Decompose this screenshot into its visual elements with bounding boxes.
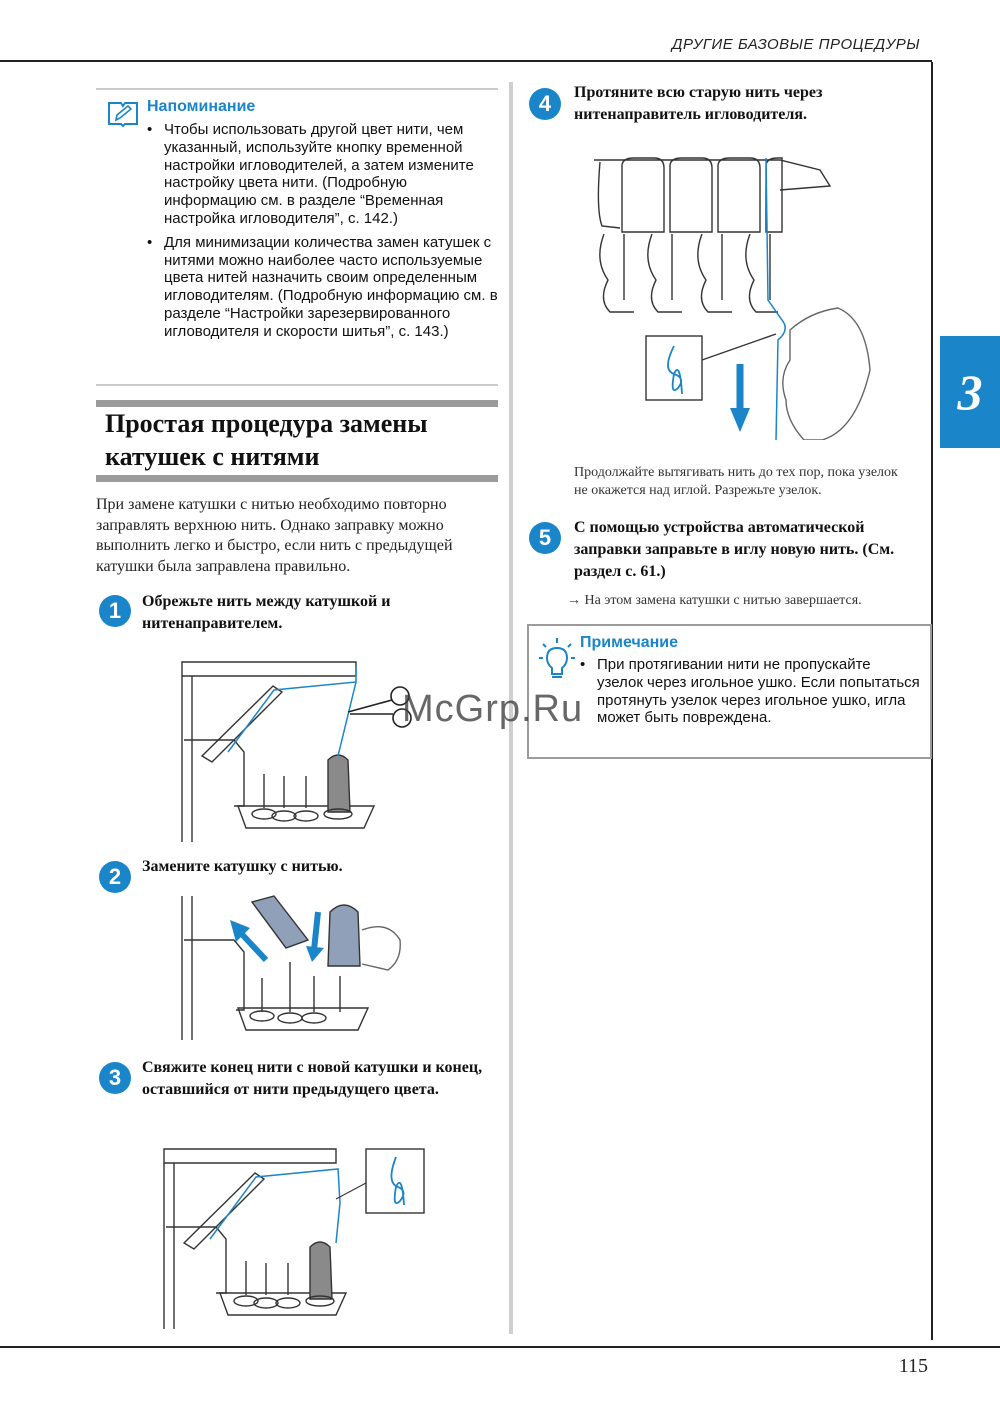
result-arrow-icon: → [567, 593, 581, 608]
note-title: Примечание [580, 634, 679, 651]
step-3-number: 3 [99, 1062, 131, 1094]
memo-item: • Для минимизации количества замен катушек с нитями можно наиболее часто используемые цвета нитей назначить своим определенным игловодителям. (Подробную информацию см. в разделе “Настройки зарезервированного игловодителя и скорости шитья”, с. 143.) [147, 233, 498, 340]
step-1-illustration [178, 656, 414, 844]
note-list [580, 656, 920, 733]
footer-rule [0, 1346, 1000, 1348]
step-3-illustration [160, 1143, 430, 1331]
step-5-result [567, 592, 927, 610]
step-2-illustration [178, 890, 414, 1042]
lightbulb-icon [537, 636, 577, 680]
running-header: ДРУГИЕ БАЗОВЫЕ ПРОЦЕДУРЫ [671, 36, 920, 53]
watermark: McGrp.Ru [402, 688, 584, 730]
chapter-tab: 3 [940, 336, 1000, 448]
memo-title: Напоминание [147, 98, 256, 115]
step-1-number: 1 [99, 595, 131, 627]
step-4-illustration [590, 150, 876, 440]
section-bar-bottom [96, 475, 498, 482]
memo-pencil-icon [107, 99, 139, 127]
step-3-text: Свяжите конец нити с новой катушки и конец, оставшийся от нити предыдущего цвета. [142, 1059, 483, 1098]
memo-list [147, 121, 499, 347]
header-rule [0, 60, 932, 62]
page-number: 115 [898, 1355, 928, 1377]
step-4-number: 4 [529, 88, 561, 120]
memo-item: • Чтобы использовать другой цвет нити, чем указанный, используйте кнопку временной настройки игловодителей, а затем измените настройку цвета нити. (Подробную информацию см. в разделе “Временная настройка игловодителя”, с. 142.) [147, 121, 474, 227]
section-title: Простая процедура замены катушек с нитями [105, 409, 428, 471]
step-2-number: 2 [99, 861, 131, 893]
note-item: • При протягивании нити не пропускайте узелок через игольное ушко. Если попытаться протянуть узелок через игольное ушко, игла может быть повреждена. [580, 656, 920, 727]
result-text: На этом замена катушки с нитью завершается. [584, 593, 862, 608]
section-intro: При замене катушки с нитью необходимо повторно заправлять верхнюю нить. Однако заправку можно выполнить легко и быстро, если нить с предыдущей катушки была заправлена правильно. [96, 496, 453, 575]
step-5-text: С помощью устройства автоматической заправки заправьте в иглу новую нить. (См. раздел с. 61.) [574, 519, 895, 580]
step-1-text: Обрежьте нить между катушкой и нитенаправителем. [142, 593, 391, 632]
step-2-text: Замените катушку с нитью. [142, 858, 343, 875]
step-4-caption: Продолжайте вытягивать нить до тех пор, пока узелок не окажется над иглой. Разрежьте узелок. [574, 465, 898, 498]
section-bar-top [96, 400, 498, 407]
step-4-text: Протяните всю старую нить через нитенаправитель игловодителя. [574, 84, 823, 123]
step-5-number: 5 [529, 522, 561, 554]
